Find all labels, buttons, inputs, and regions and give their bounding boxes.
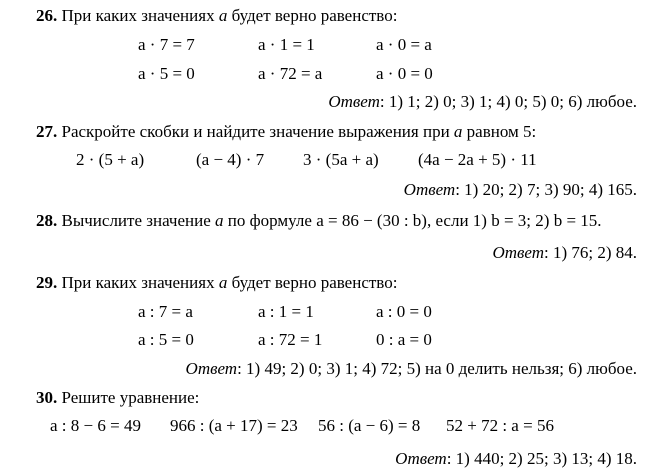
statement-text: Раскройте скобки и найдите значение выражения при	[61, 122, 450, 141]
equation: a · 1 = 1	[258, 35, 315, 54]
statement-text: равном 5:	[466, 122, 537, 141]
answer-line	[404, 180, 637, 200]
equation: a · 5 = 0	[138, 64, 195, 83]
problem-number: 30.	[36, 388, 58, 407]
variable: a	[453, 122, 463, 141]
equation: a : 1 = 1	[258, 302, 314, 321]
condition: b = 15.	[553, 211, 602, 230]
problem-number: 27.	[36, 122, 58, 141]
equation: 52 + 72 : a = 56	[446, 416, 554, 435]
problem-number: 26.	[36, 6, 58, 25]
equation: a : 5 = 0	[138, 330, 194, 349]
equation: a · 72 = a	[258, 64, 323, 83]
problem-26-statement	[36, 6, 397, 26]
answer-label: Ответ	[395, 449, 447, 468]
equation: a : 0 = 0	[376, 302, 432, 321]
equation: a : 72 = 1	[258, 330, 323, 349]
answer-text: : 1) 1; 2) 0; 3) 1; 4) 0; 5) 0; 6) любое.	[379, 92, 637, 111]
equation: a : 7 = a	[138, 302, 193, 321]
answer-label: Ответ	[492, 243, 544, 262]
answer-label: Ответ	[185, 359, 238, 378]
answer-text: : 1) 49; 2) 0; 3) 1; 4) 72; 5) на 0 делить нельзя; 6) любое.	[237, 359, 637, 378]
answer-text: : 1) 20; 2) 7; 3) 90; 4) 165.	[455, 180, 637, 199]
problem-29-statement	[36, 273, 397, 293]
problem-28-statement	[36, 211, 602, 231]
equation: a · 0 = 0	[376, 64, 433, 83]
statement-text: При каких значениях	[61, 6, 215, 25]
variable: a	[218, 273, 228, 292]
statement-text: Вычислите значение	[61, 211, 211, 230]
answer-text: : 1) 76; 2) 84.	[543, 243, 637, 262]
equation: a · 7 = 7	[138, 35, 195, 54]
problem-27-statement	[36, 122, 536, 142]
statement-text: При каких значениях	[61, 273, 215, 292]
equation: 966 : (a + 17) = 23	[170, 416, 298, 435]
answer-text: : 1) 440; 2) 25; 3) 13; 4) 18.	[446, 449, 637, 468]
answer-label: Ответ	[403, 180, 456, 199]
answer-label: Ответ	[328, 92, 380, 111]
expression: (a − 4) · 7	[196, 150, 265, 169]
expression: 2 · (5 + a)	[76, 150, 145, 169]
statement-text: 2)	[535, 211, 550, 230]
statement-text: будет верно равенство:	[231, 6, 398, 25]
answer-line	[395, 449, 637, 469]
variable: a	[218, 6, 228, 25]
equation: 0 : a = 0	[376, 330, 432, 349]
statement-text: по формуле	[227, 211, 312, 230]
formula: a = 86 − (30 : b),	[316, 211, 432, 230]
problem-30-statement	[36, 388, 199, 408]
variable: a	[215, 211, 224, 230]
equation: a : 8 − 6 = 49	[50, 416, 141, 435]
answer-line	[492, 243, 637, 263]
equation: a · 0 = a	[376, 35, 432, 54]
answer-line	[328, 92, 637, 112]
problem-number: 29.	[36, 273, 58, 292]
statement-text: будет верно равенство:	[231, 273, 398, 292]
statement-text: Решите уравнение:	[61, 388, 200, 407]
problem-number: 28.	[36, 211, 58, 230]
statement-text: если 1)	[435, 211, 487, 230]
equation: 56 : (a − 6) = 8	[318, 416, 421, 435]
expression: 3 · (5a + a)	[303, 150, 379, 169]
expression: (4a − 2a + 5) · 11	[418, 150, 537, 169]
answer-line	[186, 359, 637, 379]
condition: b = 3;	[491, 211, 532, 230]
